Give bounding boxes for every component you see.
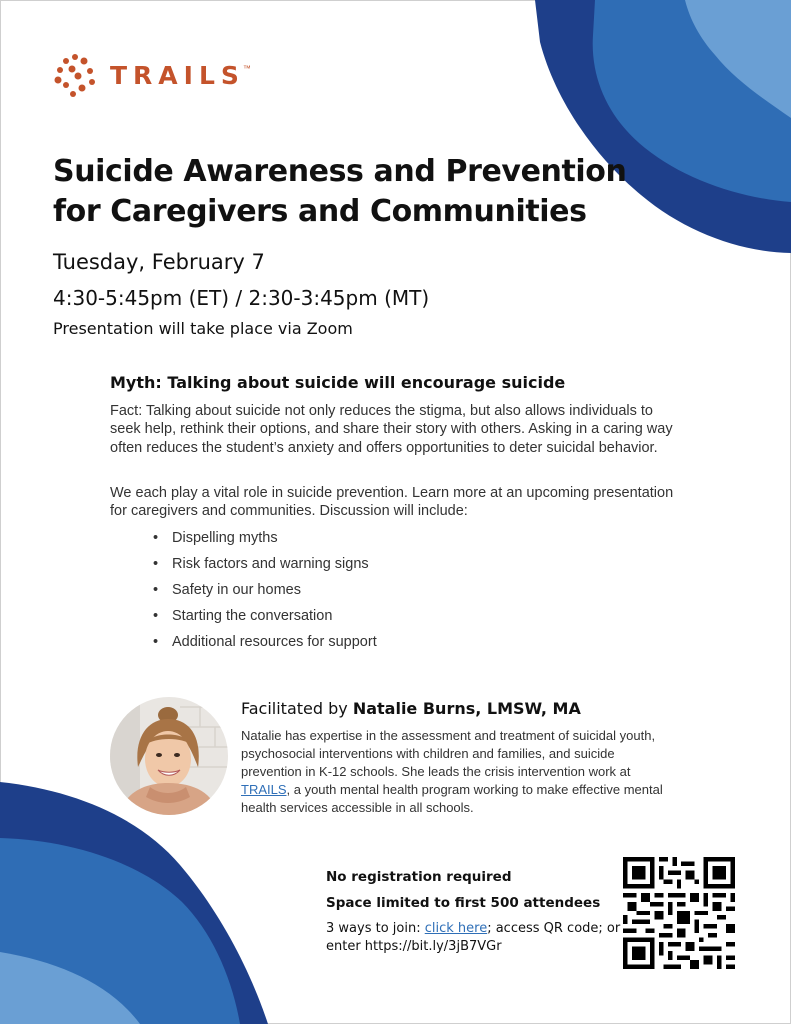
trails-link[interactable]: TRAILS xyxy=(241,782,287,797)
facilitator-portrait-image xyxy=(110,697,228,815)
myth-heading: Myth: Talking about suicide will encourage suicide xyxy=(110,373,566,392)
list-item: • Starting the conversation xyxy=(153,606,377,632)
join-prefix: 3 ways to join: xyxy=(326,921,425,936)
click-here-link[interactable]: click here xyxy=(424,921,488,936)
title-line-1: Suicide Awareness and Prevention xyxy=(53,154,627,189)
list-item: • Dispelling myths xyxy=(153,528,377,554)
join-instructions xyxy=(326,920,626,956)
fact-paragraph: Fact: Talking about suicide not only reduces the stigma, but also allows individuals to seek help, rethink their options, and share their story with others. Asking in a caring way often reduces the student’s anxiety and offers opportunities to deter suicidal behavior. xyxy=(110,403,673,456)
trademark-symbol: ™ xyxy=(242,63,251,73)
trails-logo xyxy=(52,52,251,98)
bio-text-before-link: Natalie has expertise in the assessment and treatment of suicidal youth, psychosocial interventions with children and families, and suicide prevention in K-12 schools. She leads the crisis intervention work at xyxy=(241,728,656,779)
facilitator-photo xyxy=(110,697,228,815)
qr-code[interactable] xyxy=(623,857,735,969)
page-title xyxy=(53,152,633,232)
event-time: 4:30-5:45pm (ET) / 2:30-3:45pm (MT) xyxy=(53,286,430,310)
list-item: • Additional resources for support xyxy=(153,632,377,658)
brand-name: TRAILS xyxy=(110,60,245,90)
no-registration-note: No registration required xyxy=(326,869,512,885)
title-line-2: for Caregivers and Communities xyxy=(53,194,587,229)
event-venue: Presentation will take place via Zoom xyxy=(53,319,353,338)
facilitator-name: Natalie Burns, LMSW, MA xyxy=(352,699,581,718)
join-suffix: ; access QR code; or enter https://bit.ly/3jB7VGr xyxy=(326,921,621,954)
list-item: • Safety in our homes xyxy=(153,580,377,606)
bio-text-after-link: , a youth mental health program working to make effective mental health services accessible in all schools. xyxy=(241,782,663,815)
facilitator-prefix: Facilitated by xyxy=(241,699,353,718)
trails-dots-icon xyxy=(52,52,98,98)
facilitator-bio xyxy=(241,727,671,817)
discussion-topics-list xyxy=(153,528,377,658)
bottom-left-wave-decoration xyxy=(0,770,270,1024)
attendee-limit-note: Space limited to first 500 attendees xyxy=(326,895,601,911)
list-item: • Risk factors and warning signs xyxy=(153,554,377,580)
event-date: Tuesday, February 7 xyxy=(53,250,265,274)
role-paragraph: We each play a vital role in suicide prevention. Learn more at an upcoming presentation for caregivers and communities. Discussion will include: xyxy=(110,485,674,520)
facilitator-heading xyxy=(241,699,581,718)
